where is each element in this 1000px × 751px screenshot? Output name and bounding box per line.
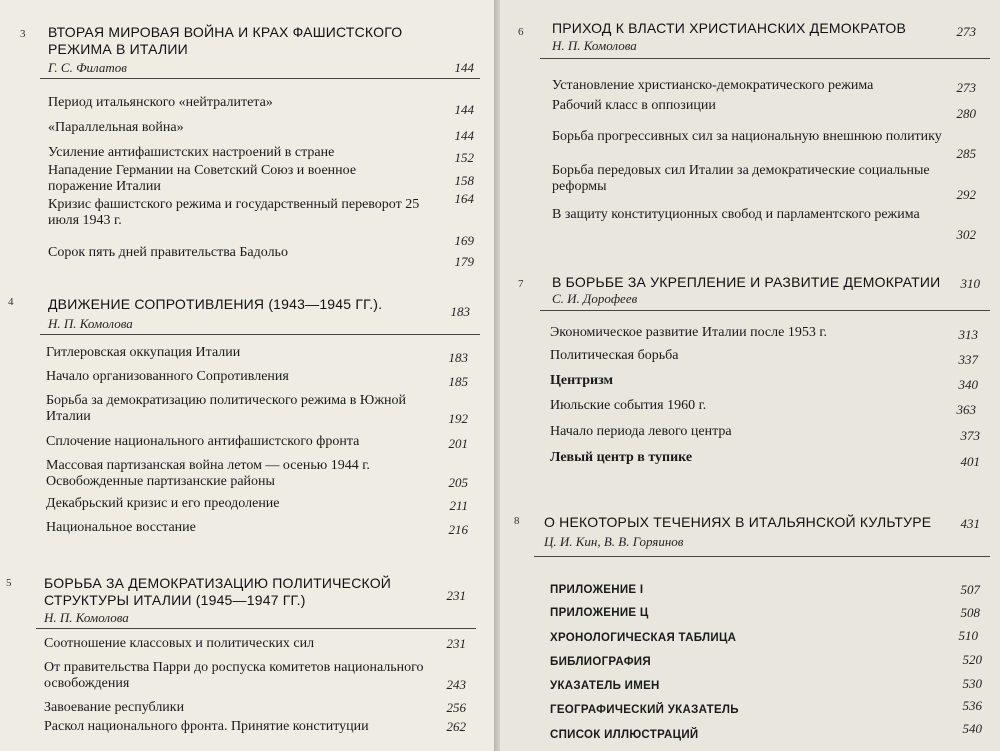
chapter-title: О НЕКОТОРЫХ ТЕЧЕНИЯХ В ИТАЛЬЯНСКОЙ КУЛЬТУРЕ [544,514,932,530]
toc-item: От правительства Парри до роспуска комитетов национального освобождения [44,660,424,691]
toc-item: Усиление антифашистских настроений в стране [48,145,335,160]
chapter-number: 7 [518,278,524,290]
appendix-item: ПРИЛОЖЕНИЕ I [550,584,644,596]
page-number: 205 [448,475,468,490]
toc-item: Завоевание республики [44,700,185,715]
chapter-number: 4 [8,296,14,308]
toc-item: Соотношение классовых и политических сил [44,636,315,651]
page-number: 169 [454,233,474,248]
page-number: 231 [446,636,466,651]
page-number: 164 [454,191,474,206]
page-number: 183 [450,304,470,319]
page-number: 273 [956,24,976,39]
page-number: 183 [448,350,468,365]
toc-item: Сорок пять дней правительства Бадольо [48,245,288,260]
divider [40,334,480,335]
toc-item: Массовая партизанская война летом — осенью 1944 г. Освобожденные партизанские районы [46,458,370,489]
page-number: 256 [446,700,466,715]
toc-item: Центризм [550,373,614,388]
page-number: 179 [454,254,474,269]
page-number: 273 [956,80,976,95]
chapter-number: 5 [6,577,12,589]
toc-item: Борьба за демократизацию политического режима в Южной Италии [46,393,407,424]
page-number: 152 [454,150,474,165]
toc-item: Период итальянского «нейтралитета» [48,95,273,110]
page-number: 310 [960,276,980,291]
page-number: 313 [958,327,978,342]
chapter-author: Н. П. Комолова [552,38,637,53]
divider [534,556,990,557]
toc-item: «Параллельная война» [48,120,184,135]
page-number: 144 [454,128,474,143]
toc-item: Экономическое развитие Италии после 1953 г. [550,325,827,340]
page-number: 507 [960,582,980,597]
toc-item: Национальное восстание [46,520,196,535]
page-number: 536 [962,698,982,713]
appendix-item: ХРОНОЛОГИЧЕСКАЯ ТАБЛИЦА [550,632,737,644]
chapter-number: 8 [514,515,520,527]
toc-item: Борьба передовых сил Италии за демократические социальные реформы [552,163,930,194]
chapter-number: 3 [20,28,26,40]
chapter-author: Н. П. Комолова [48,316,133,331]
toc-item: Установление христианско-демократического режима [552,78,874,93]
chapter-title: ВТОРАЯ МИРОВАЯ ВОЙНА И КРАХ ФАШИСТСКОГО РЕЖИМА В ИТАЛИИ [48,24,403,57]
page-number: 192 [448,411,468,426]
toc-item: Гитлеровская оккупация Италии [46,345,241,360]
page-number: 144 [454,60,474,75]
page-number: 231 [446,588,466,603]
toc-item: Нападение Германии на Советский Союз и военное поражение Италии [48,163,357,194]
page-number: 211 [449,498,468,513]
page-number: 373 [960,428,980,443]
divider [540,310,990,311]
page-number: 285 [956,146,976,161]
toc-item: Кризис фашистского режима и государственный переворот 25 июля 1943 г. [48,197,420,228]
toc-item: Раскол национального фронта. Принятие конституции [44,719,369,734]
page-number: 280 [956,106,976,121]
page-number: 216 [448,522,468,537]
divider [36,628,476,629]
toc-item: Политическая борьба [550,348,679,363]
chapter-author: С. И. Дорофеев [552,291,638,306]
toc-item: В защиту конституционных свобод и парламентского режима [552,207,920,222]
chapter-title: БОРЬБА ЗА ДЕМОКРАТИЗАЦИЮ ПОЛИТИЧЕСКОЙ СТРУКТУРЫ ИТАЛИИ (1945—1947 ГГ.) [44,575,392,608]
page-number: 337 [958,352,978,367]
appendix-item: БИБЛИОГРАФИЯ [550,656,651,668]
page-number: 262 [446,719,466,734]
page-number: 431 [960,516,980,531]
page-number: 530 [962,676,982,691]
toc-item: Июльские события 1960 г. [550,398,707,413]
page-number: 508 [960,605,980,620]
page-number: 158 [454,173,474,188]
toc-item: Борьба прогрессивных сил за национальную внешнюю политику [552,129,942,144]
appendix-item: ПРИЛОЖЕНИЕ Ц [550,607,649,619]
page-number: 340 [958,377,978,392]
toc-item: Декабрьский кризис и его преодоление [46,496,280,511]
chapter-title: ПРИХОД К ВЛАСТИ ХРИСТИАНСКИХ ДЕМОКРАТОВ [552,20,907,36]
chapter-title: В БОРЬБЕ ЗА УКРЕПЛЕНИЕ И РАЗВИТИЕ ДЕМОКРАТИИ [552,274,941,290]
page-number: 510 [958,628,978,643]
toc-item: Начало организованного Сопротивления [46,369,289,384]
toc-item: Начало периода левого центра [550,424,732,439]
chapter-author: Н. П. Комолова [44,610,129,625]
right-page [500,0,1000,751]
toc-item: Сплочение национального антифашистского фронта [46,434,360,449]
page-number: 243 [446,677,466,692]
left-page [0,0,494,751]
page-number: 201 [448,436,468,451]
divider [40,78,480,79]
toc-item: Левый центр в тупике [550,450,693,465]
page-number: 185 [448,374,468,389]
chapter-title: ДВИЖЕНИЕ СОПРОТИВЛЕНИЯ (1943—1945 ГГ.). [48,296,383,312]
chapter-author: Г. С. Филатов [48,60,127,75]
chapter-author: Ц. И. Кин, В. В. Горяинов [544,534,684,549]
page-number: 520 [962,652,982,667]
page-number: 401 [960,454,980,469]
appendix-item: ГЕОГРАФИЧЕСКИЙ УКАЗАТЕЛЬ [550,704,739,716]
page-number: 363 [956,402,976,417]
page-number: 540 [962,721,982,736]
page-number: 144 [454,102,474,117]
toc-item: Рабочий класс в оппозиции [552,98,716,113]
page-number: 292 [956,187,976,202]
appendix-item: СПИСОК ИЛЛЮСТРАЦИЙ [550,729,699,741]
divider [540,58,990,59]
page-number: 302 [956,227,976,242]
appendix-item: УКАЗАТЕЛЬ ИМЕН [550,680,660,692]
chapter-number: 6 [518,26,524,38]
